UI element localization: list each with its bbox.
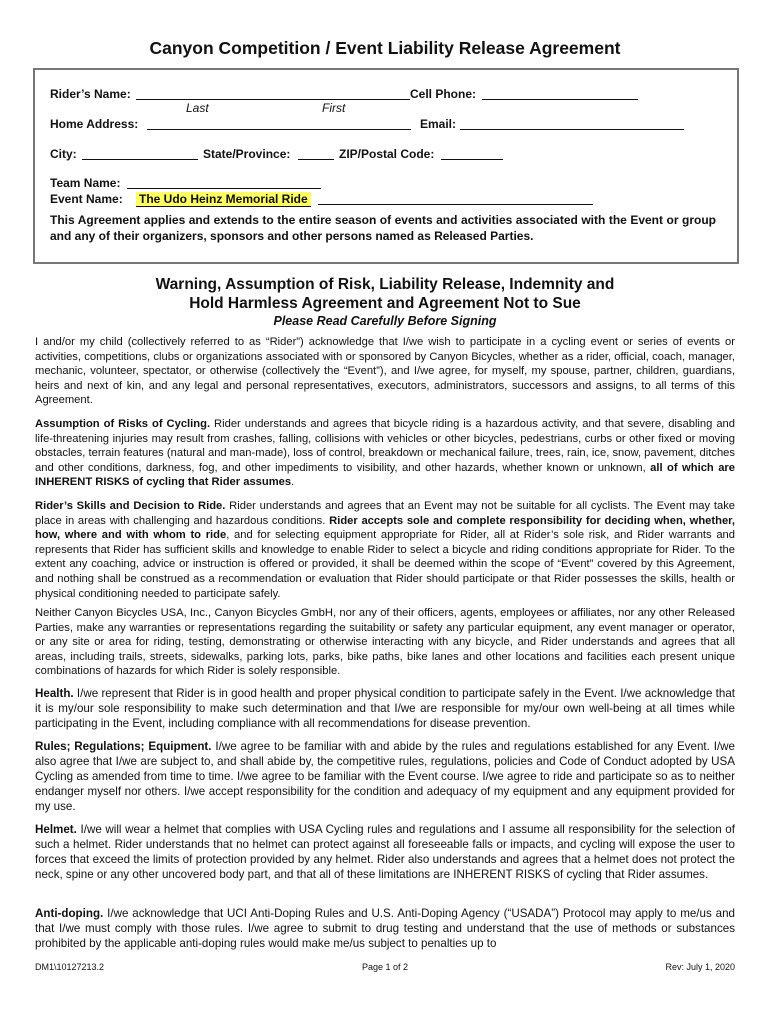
assumption-end: .	[291, 476, 295, 489]
helmet-text: I/we will wear a helmet that complies with USA Cycling rules and regulations and I assume all responsibility for the selection of such a helmet. Rider understands that no helmet can protect against all foreseeable falls or impacts, and cycling will expose the user to forces that exceed the limits of protection provided by any helmet. Rider also understands and agrees that a helmet does not protect the neck, spine or any other uncovered body part, and that all of these limitations are INHERENT RISKS of cycling that Rider assumes.	[35, 823, 735, 881]
skills-text-1: Rider understands and agrees that an Event may not be suitable for all cyclists. The Event may take place in areas with challenging and hazardous conditions.	[35, 500, 736, 527]
revision-date: Rev: July 1, 2020	[665, 962, 735, 972]
clipped-text-fragment	[50, 252, 140, 258]
warning-heading-line1: Warning, Assumption of Risk, Liability Release, Indemnity and	[155, 276, 615, 293]
event-name-label: Event Name:	[50, 192, 123, 206]
team-name-field[interactable]	[127, 175, 321, 189]
home-address-label: Home Address:	[50, 117, 139, 131]
antidoping-heading: Anti-doping.	[35, 907, 104, 920]
page-number: Page 1 of 2	[361, 962, 409, 972]
skills-text-2: , and for selecting equipment appropriate for Rider, all at Rider’s sole risk, and Rider warrants and represents that Rider has sufficient skills and knowledge to enable Rider to select a bicycle and riding conditions appropriate for Rider. To the extent any coaching, advice or instruction is offered or provided, it shall be deemed within the scope of “Event” covered by this Agreement, and nothing shall be construed as a recommendation or evaluation that Rider should participate or that Rider possesses the skills, health or physical conditioning needed to participate safely.	[35, 529, 735, 600]
skills-bold: Rider accepts sole and complete responsibility for deciding when, whether, how, where and with whom to ride	[35, 514, 736, 542]
intro-paragraph: I and/or my child (collectively referred to as “Rider”) acknowledge that I/we wish to participate in a cycling event or series of events or activities, competitions, clubs or organizations associated with or sponsored by Canyon Bicycles, whether as a rider, official, coach, manager, mechanic, volunteer, spectator, or otherwise (collectively the “Event”), and I/we agree, for myself, my spouse, partner, children, guardians, heirs and next of kin, and any legal and personal representatives, executors, administrators, successors and assigns, to all terms of this Agreement.	[35, 336, 735, 407]
email-label: Email:	[420, 117, 457, 131]
antidoping-paragraph	[35, 906, 735, 951]
first-name-hint: First	[322, 101, 346, 115]
helmet-heading: Helmet.	[35, 823, 77, 836]
assumption-heading: Assumption of Risks of Cycling.	[35, 418, 211, 430]
helmet-paragraph	[35, 822, 735, 882]
event-name-value[interactable]: The Udo Heinz Memorial Ride	[136, 192, 311, 207]
state-province-label: State/Province:	[203, 147, 291, 161]
team-name-label: Team Name:	[50, 176, 121, 190]
neither-paragraph: Neither Canyon Bicycles USA, Inc., Canyon Bicycles GmbH, nor any of their officers, agents, employees or affiliates, nor any other Released Parties, make any warranties or representations regarding the suitability or safety any particular equipment, any event manager or operator, or any site or area for riding, testing, demonstrating or otherwise interacting with any bicycle, and Rider understands and agrees that all areas, including trails, streets, sidewalks, parking lots, parks, bike paths, bike lanes and other locations and facilities each present unique combinations of hazards for which Rider is solely responsible.	[35, 607, 735, 678]
riders-name-field[interactable]	[136, 86, 410, 100]
health-paragraph	[35, 686, 735, 731]
document-title: Canyon Competition / Event Liability Release Agreement	[149, 38, 621, 58]
riders-name-label: Rider’s Name:	[50, 87, 131, 101]
assumption-text: Rider understands and agrees that bicycle riding is a hazardous activity, and that severe, disabling and life-threatening injuries may result from crashes, falling, collisions with vehicles or other bicycles, pedestrians, curbs or other fixed or moving obstacles, terrain features (natural and man-made), loss of control, breakdown or mechanical failure, trees, rain, ice, snow, pavement, ditches and other conditions, darkness, fog, and other impediments to visibility, and other hazards, whether known or unknown,	[35, 418, 736, 474]
health-heading: Health.	[35, 687, 74, 700]
document-id: DM1\10127213.2	[35, 962, 105, 972]
rules-heading: Rules; Regulations; Equipment.	[35, 740, 212, 753]
cell-phone-field[interactable]	[482, 86, 638, 100]
rules-text: I/we agree to be familiar with and abide by the rules and regulations established for any Event. I/we also agree that I/we are subject to, and shall abide by, the competitive rules, regulations, policies and Code of Conduct adopted by USA Cycling as amended from time to time. I/we agree to be familiar with the Event course. I/we agree to ride and participate so as to neither endanger myself nor others. I/we accept responsibility for the condition and adequacy of my equipment and any equipment provided for my use.	[35, 740, 735, 813]
rules-paragraph	[35, 739, 735, 814]
last-name-hint: Last	[186, 101, 209, 115]
email-field[interactable]	[460, 116, 684, 130]
health-text: I/we represent that Rider is in good health and proper physical condition to participate safely in the Event. I/we acknowledge that it is my/our sole responsibility to make such determination and that I/we are responsible for my/our own well-being at all times while participating in the Event, including compliance with all recommendations for disease prevention.	[35, 687, 735, 730]
city-label: City:	[50, 147, 77, 161]
agreement-scope-text: This Agreement applies and extends to the entire season of events and activities associated with the Event or group and any of their organizers, sponsors and other persons named as Released Parties.	[50, 213, 716, 243]
home-address-field[interactable]	[147, 116, 411, 130]
warning-heading-line2: Hold Harmless Agreement and Agreement Not to Sue	[189, 295, 581, 312]
read-carefully-subheading: Please Read Carefully Before Signing	[273, 314, 497, 328]
inherent-risks-text: all of which are INHERENT RISKS of cycling that Rider assumes	[35, 461, 735, 489]
assumption-paragraph	[35, 417, 735, 490]
state-province-field[interactable]	[298, 146, 334, 160]
city-field[interactable]	[82, 146, 198, 160]
postal-code-label: ZIP/Postal Code:	[339, 147, 435, 161]
skills-heading: Rider’s Skills and Decision to Ride.	[35, 500, 226, 512]
skills-paragraph	[35, 499, 735, 601]
postal-code-field[interactable]	[441, 146, 503, 160]
antidoping-text: I/we acknowledge that UCI Anti-Doping Rules and U.S. Anti-Doping Agency (“USADA”) Protocol may apply to me/us and that I/we must comply with those rules. I/we agree to submit to drug testing and understand that the use of methods or substances prohibited by the applicable anti-doping rules would make me/us subject to penalties up to	[35, 907, 735, 950]
event-name-underline	[318, 191, 593, 205]
cell-phone-label: Cell Phone:	[410, 87, 477, 101]
